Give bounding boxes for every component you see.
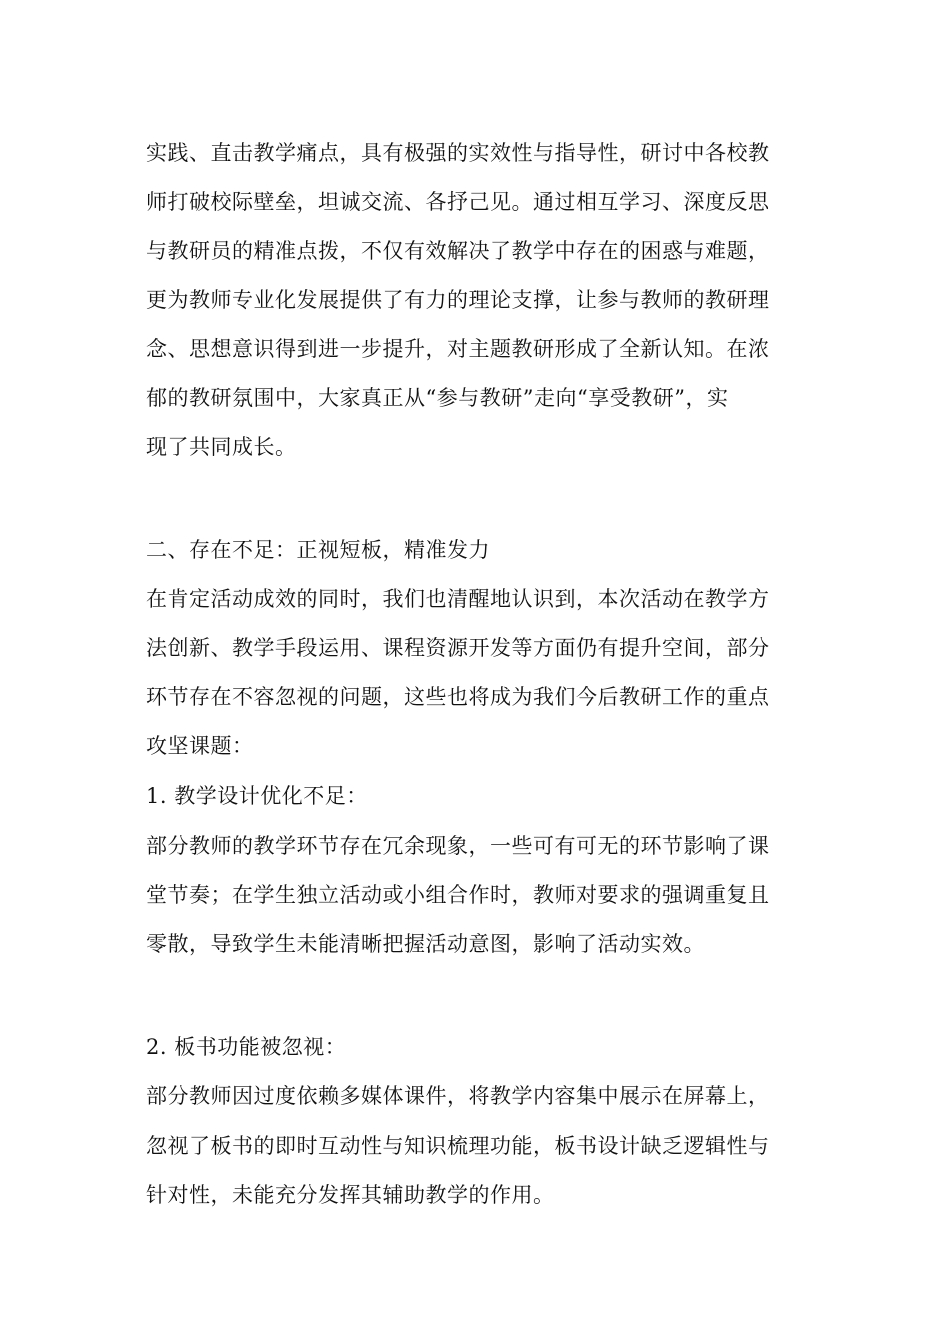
paragraph-line: 零散，导致学生未能清晰把握活动意图，影响了活动实效。: [146, 932, 705, 956]
section-heading: 二、存在不足：正视短板，精准发力: [146, 538, 490, 562]
paragraph-line: 攻坚课题：: [146, 734, 254, 758]
paragraph-line: 现了共同成长。: [146, 435, 297, 459]
paragraph-line: 针对性，未能充分发挥其辅助教学的作用。: [146, 1183, 555, 1207]
paragraph-line: 实践、直击教学痛点，具有极强的实效性与指导性，研讨中各校教: [146, 141, 770, 165]
paragraph-line: 师打破校际壁垒，坦诚交流、各抒己见。通过相互学习、深度反思: [146, 190, 770, 214]
paragraph-line: 部分教师的教学环节存在冗余现象，一些可有可无的环节影响了课: [146, 834, 770, 858]
item-title: 2. 板书功能被忽视：: [146, 1035, 347, 1059]
paragraph-line: 堂节奏；在学生独立活动或小组合作时，教师对要求的强调重复且: [146, 883, 770, 907]
paragraph-line: 更为教师专业化发展提供了有力的理论支撑，让参与教师的教研理: [146, 288, 770, 312]
paragraph-line: 与教研员的精准点拨，不仅有效解决了教学中存在的困惑与难题，: [146, 239, 770, 263]
paragraph-line: 念、思想意识得到进一步提升，对主题教研形成了全新认知。在浓: [146, 337, 770, 361]
paragraph-line: 在肯定活动成效的同时，我们也清醒地认识到，本次活动在教学方: [146, 587, 770, 611]
paragraph-line: 忽视了板书的即时互动性与知识梳理功能，板书设计缺乏逻辑性与: [146, 1134, 770, 1158]
paragraph-line: 环节存在不容忽视的问题，这些也将成为我们今后教研工作的重点: [146, 685, 770, 709]
paragraph-line: 郁的教研氛围中，大家真正从“参与教研”走向“享受教研”，实: [146, 386, 729, 410]
paragraph-line: 部分教师因过度依赖多媒体课件，将教学内容集中展示在屏幕上，: [146, 1084, 770, 1108]
paragraph-line: 法创新、教学手段运用、课程资源开发等方面仍有提升空间，部分: [146, 636, 770, 660]
item-title: 1. 教学设计优化不足：: [146, 784, 368, 808]
